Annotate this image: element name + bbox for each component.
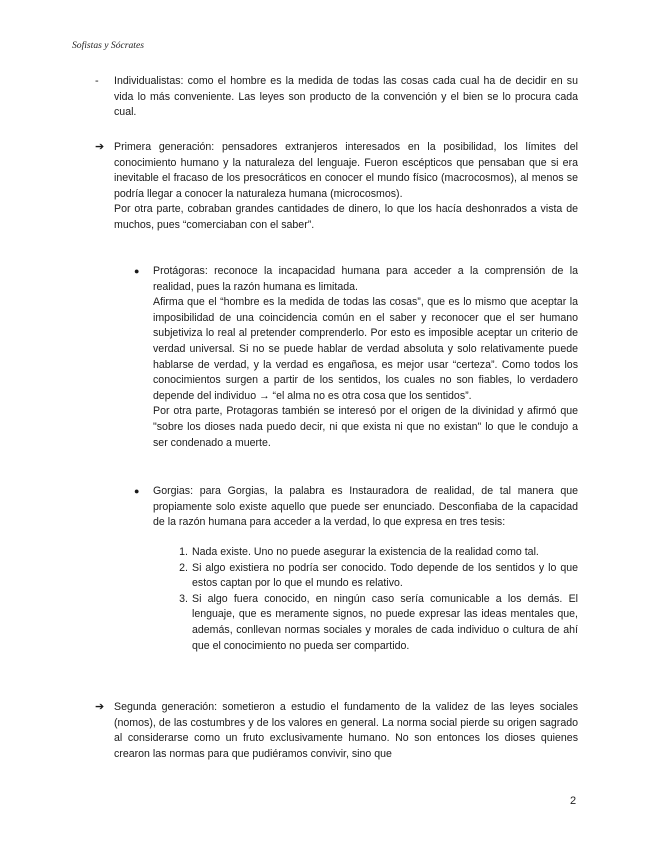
dash-marker: - [95, 75, 99, 87]
segunda-generacion-text: Segunda generación: sometieron a estudio el fundamento de la validez de las leyes sociales (nomos), de las costumbres y de los valores en general. La norma social pierde su origen sagrado al considerarse como un fruto exclusivamente humano. No son entonces los dioses quienes crearon las normas para que pudiéramos convivir, sino que [114, 701, 578, 760]
bullet-icon: ● [134, 486, 140, 496]
list-item [179, 545, 578, 561]
individualistas-paragraph [114, 74, 578, 121]
primera-generacion-dinero-text: Por otra parte, cobraban grandes cantidades de dinero, lo que los hacía deshonrados a vista de muchos, pues “comerciaban con el saber”. [114, 203, 578, 231]
primera-generacion-text: Primera generación: pensadores extranjeros interesados en la posibilidad, los límites del conocimiento humano y la naturaleza del lenguaje. Fueron escépticos que pensaban que si era inevitable el fracaso de los presocráticos en conocer el mundo físico (macrocosmos), al menos se podría llegar a conocer la naturaleza humana (microcosmos). [114, 141, 578, 200]
list-number: 3. [179, 592, 188, 605]
bullet-icon: ● [134, 266, 140, 276]
list-number: 1. [179, 546, 188, 558]
list-item [179, 561, 578, 592]
tesis-list [179, 545, 578, 654]
tesis-text: Nada existe. Uno no puede asegurar la existencia de la realidad como tal. [192, 546, 539, 558]
individualistas-text: Individualistas: como el hombre es la medida de todas las cosas cada cual ha de decidir en su vida lo más conveniente. Las leyes son producto de la convención y el bien se lo procura cada cual. [114, 75, 578, 119]
list-number: 2. [179, 561, 188, 574]
protagoras-divinidad: Por otra parte, Protagoras también se interesó por el origen de la divinidad y afirmó que "sobre los dioses nada puedo decir, ni que exista ni que no existan" lo que le condujo a ser condenado a muerte. [153, 405, 578, 449]
primera-generacion-section [114, 140, 578, 234]
tesis-text: Si algo existiera no podría ser conocido. Todo depende de los sentidos y lo que estos captan por lo que el mundo es relativo. [192, 561, 578, 590]
protagoras-section [153, 264, 578, 451]
list-item [179, 592, 578, 654]
gorgias-section [153, 484, 578, 531]
gorgias-intro: Gorgias: para Gorgias, la palabra es Instauradora de realidad, de tal manera que propiamente solo existe aquello que puede ser enunciado. Desconfiaba de la capacidad de la razón humana para acceder a la verdad, lo que expresa en tres tesis: [153, 485, 578, 529]
protagoras-medida: Afirma que el “hombre es la medida de todas las cosas”, que es lo mismo que aceptar la imposibilidad de una coincidencia común en el saber y reconocer que el ser humano subjetiviza lo real al pretender comprenderlo. Por esto es imposible aceptar un criterio de verdad universal. Si no se puede hablar de verdad absoluta y solo relativamente puede hablarse de verdad, y la verdad es engañosa, es mejor usar “certeza”. Como todos los conocimientos surgen a partir de los sentidos, los cuales no son fiables, lo verdadero depende del individuo → “el alma no es otra cosa que los sentidos”. [153, 296, 578, 402]
protagoras-intro: Protágoras: reconoce la incapacidad humana para acceder a la comprensión de la realidad, pues la razón humana es limitada. [153, 265, 578, 293]
segunda-generacion-section [114, 700, 578, 762]
page-number: 2 [570, 795, 577, 807]
arrow-icon: ➔ [95, 141, 105, 153]
tesis-text: Si algo fuera conocido, en ningún caso sería comunicable a los demás. El lenguaje, que es meramente signos, no puede expresar las ideas mentales que, además, conllevan normas sociales y morales de cada individuo o cultura de ahí que el conocimiento no pueda ser compartido. [192, 592, 578, 652]
arrow-icon: ➔ [95, 701, 105, 713]
running-title: Sofistas y Sócrates [72, 40, 144, 51]
